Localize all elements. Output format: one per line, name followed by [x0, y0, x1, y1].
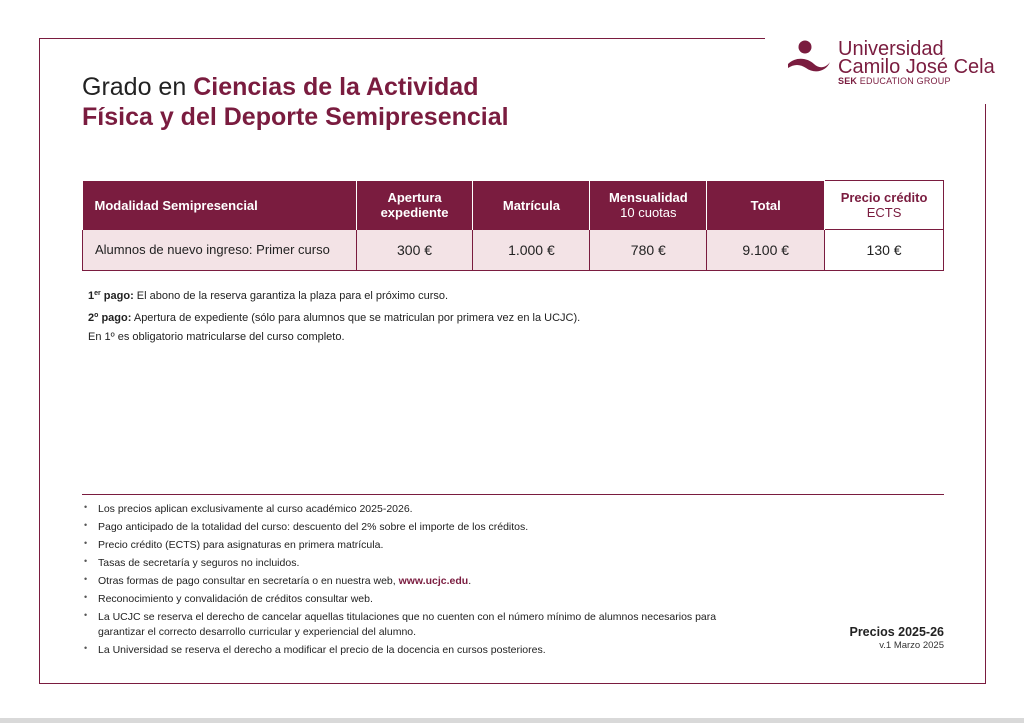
logo-text-name: Camilo José Cela	[838, 56, 995, 78]
page-title: Grado en Ciencias de la Actividad Física y del Deporte Semipresencial	[82, 73, 509, 131]
header-apertura: Apertura expediente	[356, 181, 473, 230]
note-pago-2: 2$^o$ pago: Apertura de expediente (sólo para alumnos que se matriculan por primera vez en la UCJC).	[88, 312, 581, 324]
payment-notes	[88, 284, 580, 347]
university-logo	[786, 38, 995, 88]
page-edge	[0, 718, 1024, 723]
logo-text-universidad: Universidad	[838, 38, 944, 60]
conditions-list	[84, 502, 764, 661]
frame-top-line	[39, 38, 765, 39]
list-item: • La UCJC se reserva el derecho de cancelar aquellas titulaciones que no cuenten con el número mínimo de alumnos necesarios para garantizar el correcto desarrollo curricular y experiencial del alumno.	[84, 610, 764, 640]
header-precio-credito: Precio crédito ECTS	[825, 181, 944, 230]
price-version-block	[849, 625, 944, 651]
cell-precio-credito: 130 €	[825, 230, 944, 271]
note-pago-1: 1er pago: El abono de la reserva garantiza la plaza para el próximo curso.	[88, 290, 449, 302]
list-item: • Pago anticipado de la totalidad del curso: descuento del 2% sobre el importe de los créditos.	[84, 520, 764, 535]
cell-mensualidad: 780 €	[590, 230, 707, 271]
price-table	[82, 180, 944, 271]
list-item: • Tasas de secretaría y seguros no incluidos.	[84, 556, 764, 571]
header-matricula: Matrícula	[473, 181, 590, 230]
list-item: • Otras formas de pago consultar en secretaría o en nuestra web, www.ucjc.edu.	[84, 574, 764, 589]
precios-title: Precios 2025-26	[849, 625, 944, 639]
list-item: • Precio crédito (ECTS) para asignaturas en primera matrícula.	[84, 538, 764, 553]
list-item: • Los precios aplican exclusivamente al curso académico 2025-2026.	[84, 502, 764, 517]
header-modalidad: Modalidad Semipresencial	[83, 181, 357, 230]
frame-right-line	[985, 104, 986, 684]
note-primer-curso: En 1º es obligatorio matricularse del curso completo.	[88, 331, 345, 343]
cell-modalidad: Alumnos de nuevo ingreso: Primer curso	[83, 230, 357, 271]
frame-left-line	[39, 38, 40, 684]
header-mensualidad: Mensualidad 10 cuotas	[590, 181, 707, 230]
version-label: v.1 Marzo 2025	[879, 640, 944, 651]
header-total: Total	[707, 181, 825, 230]
cell-total: 9.100 €	[707, 230, 825, 271]
logo-symbol-icon	[786, 38, 832, 78]
frame-bottom-line	[39, 683, 986, 684]
table-header-row	[83, 181, 944, 230]
table-row	[83, 230, 944, 271]
logo-text-group: SEK EDUCATION GROUP	[838, 76, 951, 86]
list-item: • Reconocimiento y convalidación de créditos consultar web.	[84, 592, 764, 607]
section-divider	[82, 494, 944, 495]
cell-apertura: 300 €	[356, 230, 473, 271]
cell-matricula: 1.000 €	[473, 230, 590, 271]
list-item: • La Universidad se reserva el derecho a modificar el precio de la docencia en cursos posteriores.	[84, 643, 764, 658]
website-link[interactable]: www.ucjc.edu	[398, 575, 469, 587]
